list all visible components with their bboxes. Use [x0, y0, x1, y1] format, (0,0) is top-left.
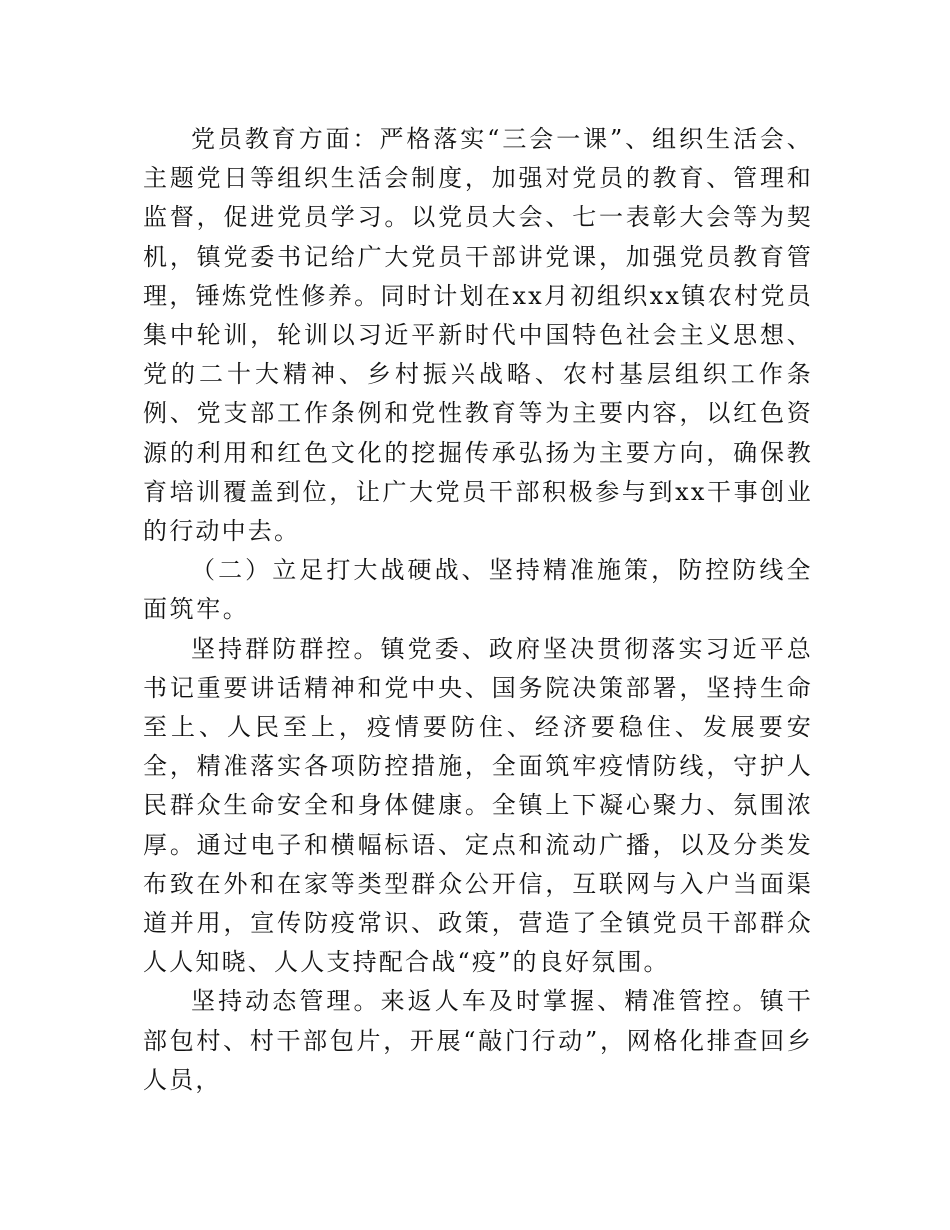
paragraph-dynamic-management: 坚持动态管理。来返人车及时掌握、精准管控。镇干部包村、村干部包片，开展“敲门行动”，网格化排查回乡人员，	[143, 987, 813, 1094]
paragraph-party-education: 党员教育方面：严格落实“三会一课”、组织生活会、主题党日等组织生活会制度，加强对党员的教育、管理和监督，促进党员学习。以党员大会、七一表彰大会等为契机，镇党委书记给广大党员干部讲党课，加强党员教育管理，锤炼党性修养。同时计划在xx月初组织xx镇农村党员集中轮训，轮训以习近平新时代中国特色社会主义思想、党的二十大精神、乡村振兴战略、农村基层组织工作条例、党支部工作条例和党性教育等为主要内容，以红色资源的利用和红色文化的挖掘传承弘扬为主要方向，确保教育培训覆盖到位，让广大党员干部积极参与到xx干事创业的行动中去。	[143, 125, 813, 546]
document-body	[143, 120, 813, 1100]
section-heading-two: （二）立足打大战硬战、坚持精准施策，防控防线全面筑牢。	[143, 556, 813, 624]
paragraph-group-prevention: 坚持群防群控。镇党委、政府坚决贯彻落实习近平总书记重要讲话精神和党中央、国务院决策部署，坚持生命至上、人民至上，疫情要防住、经济要稳住、发展要安全，精准落实各项防控措施，全面筑牢疫情防线，守护人民群众生命安全和身体健康。全镇上下凝心聚力、氛围浓厚。通过电子和横幅标语、定点和流动广播，以及分类发布致在外和在家等类型群众公开信，互联网与入户当面渠道并用，宣传防疫常识、政策，营造了全镇党员干部群众人人知晓、人人支持配合战“疫”的良好氛围。	[143, 634, 813, 977]
